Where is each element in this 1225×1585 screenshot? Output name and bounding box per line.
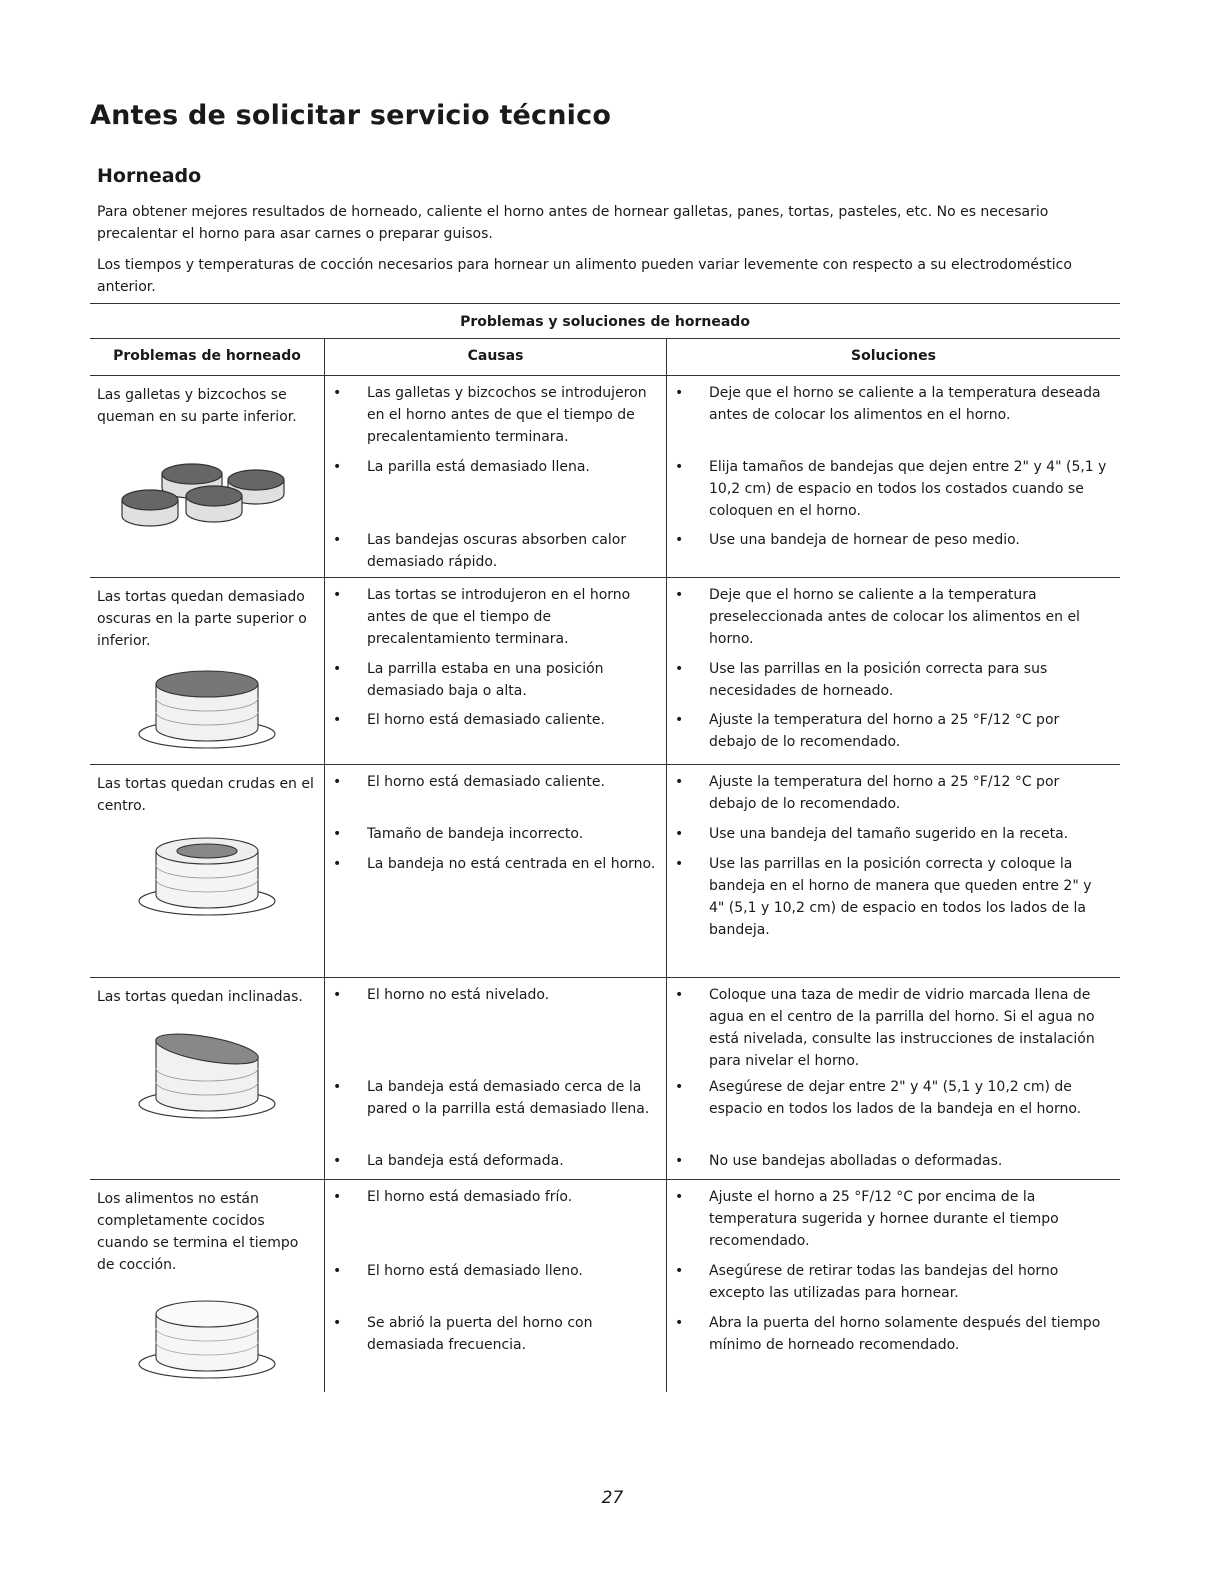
cause-item: • El horno no está nivelado. xyxy=(333,987,550,1003)
section-heading: Horneado xyxy=(97,165,202,187)
solution-item: • Ajuste el horno a 25 °F/12 °C por encima de la temperatura sugerida y hornee durante el tiempo recomendado. xyxy=(675,1189,1059,1249)
cause-item: • El horno está demasiado caliente. xyxy=(333,774,605,790)
cause-item: • El horno está demasiado caliente. xyxy=(333,712,605,728)
column-header-causes: Causas xyxy=(324,339,666,375)
table-row xyxy=(90,578,1120,765)
column-header-problems: Problemas de horneado xyxy=(113,348,301,364)
problem-cell xyxy=(90,1180,324,1392)
table-row xyxy=(90,376,1120,578)
raw-center-cake-illustration xyxy=(134,835,280,917)
problem-text: Las tortas quedan inclinadas. xyxy=(97,989,303,1005)
cause-item: • Se abrió la puerta del horno con demasiada frecuencia. xyxy=(333,1315,593,1353)
problem-text: Las tortas quedan demasiado oscuras en la parte superior o inferior. xyxy=(97,589,307,649)
cause-item: • La parilla está demasiado llena. xyxy=(333,459,590,475)
problem-text: Los alimentos no están completamente cocidos cuando se termina el tiempo de cocción. xyxy=(97,1191,299,1273)
solutions-cell xyxy=(666,765,1120,977)
cause-item: • Las tortas se introdujeron en el horno antes de que el tiempo de precalentamiento terminara. xyxy=(333,587,631,647)
causes-cell xyxy=(324,978,666,1179)
causes-cell xyxy=(324,765,666,977)
solution-item: • Coloque una taza de medir de vidrio marcada llena de agua en el centro de la parrilla del horno. Si el agua no está nivelada, consulte las instrucciones de instalación para nivelar el horno. xyxy=(675,987,1095,1069)
problem-text: Las galletas y bizcochos se queman en su parte inferior. xyxy=(97,387,297,425)
cause-item: • El horno está demasiado lleno. xyxy=(333,1263,583,1279)
causes-cell xyxy=(324,1180,666,1392)
table-row xyxy=(90,765,1120,978)
table-row xyxy=(90,978,1120,1180)
burnt-cookies-illustration xyxy=(116,448,288,540)
solution-item: • No use bandejas abolladas o deformadas. xyxy=(675,1153,1003,1169)
solution-item: • Use una bandeja de hornear de peso medio. xyxy=(675,532,1020,548)
page-title: Antes de solicitar servicio técnico xyxy=(90,100,612,131)
cause-item: • La bandeja no está centrada en el horno. xyxy=(333,856,656,872)
problem-cell xyxy=(90,765,324,977)
solution-item: • Use una bandeja del tamaño sugerido en la receta. xyxy=(675,826,1069,842)
cause-item: • La bandeja está deformada. xyxy=(333,1153,564,1169)
cause-item: • Las bandejas oscuras absorben calor demasiado rápido. xyxy=(333,532,627,570)
cause-item: • El horno está demasiado frío. xyxy=(333,1189,573,1205)
solutions-cell xyxy=(666,1180,1120,1392)
intro-paragraph: Para obtener mejores resultados de horneado, caliente el horno antes de hornear galletas, panes, tortas, pasteles, etc. No es necesario precalentar el horno para asar carnes o preparar guisos. xyxy=(97,204,1049,242)
solution-item: • Ajuste la temperatura del horno a 25 °F/12 °C por debajo de lo recomendado. xyxy=(675,774,1060,812)
solution-item: • Asegúrese de retirar todas las bandejas del horno excepto las utilizadas para hornear. xyxy=(675,1263,1059,1301)
solution-item: • Deje que el horno se caliente a la temperatura preseleccionada antes de colocar los alimentos en el horno. xyxy=(675,587,1080,647)
cause-item: • Las galletas y bizcochos se introdujeron en el horno antes de que el tiempo de precalentamiento terminara. xyxy=(333,385,647,445)
solutions-cell xyxy=(666,978,1120,1179)
dark-cake-illustration xyxy=(134,668,280,750)
solution-item: • Asegúrese de dejar entre 2" y 4" (5,1 y 10,2 cm) de espacio en todos los lados de la bandeja en el horno. xyxy=(675,1079,1082,1117)
problem-cell xyxy=(90,978,324,1179)
intro-paragraph: Los tiempos y temperaturas de cocción necesarios para hornear un alimento pueden variar levemente con respecto a su electrodoméstico anterior. xyxy=(97,257,1072,295)
solution-item: • Abra la puerta del horno solamente después del tiempo mínimo de horneado recomendado. xyxy=(675,1315,1101,1353)
solutions-cell xyxy=(666,578,1120,764)
solution-item: • Ajuste la temperatura del horno a 25 °F/12 °C por debajo de lo recomendado. xyxy=(675,712,1060,750)
causes-cell xyxy=(324,376,666,577)
problem-text: Las tortas quedan crudas en el centro. xyxy=(97,776,314,814)
cause-item: • La bandeja está demasiado cerca de la pared o la parrilla está demasiado llena. xyxy=(333,1079,650,1117)
table-caption: Problemas y soluciones de horneado xyxy=(90,304,1120,339)
causes-cell xyxy=(324,578,666,764)
table-header-row xyxy=(90,339,1120,376)
solution-item: • Use las parrillas en la posición correcta y coloque la bandeja en el horno de manera que queden entre 2" y 4" (5,1 y 10,2 cm) de espacio en todos los lados de la bandeja. xyxy=(675,856,1092,938)
cause-item: • Tamaño de bandeja incorrecto. xyxy=(333,826,584,842)
baking-problems-table xyxy=(90,303,1120,1392)
problem-cell xyxy=(90,376,324,577)
solutions-cell xyxy=(666,376,1120,577)
undercooked-cake-illustration xyxy=(134,1298,280,1380)
table-row xyxy=(90,1180,1120,1392)
solution-item: • Deje que el horno se caliente a la temperatura deseada antes de colocar los alimentos en el horno. xyxy=(675,385,1101,423)
solution-item: • Elija tamaños de bandejas que dejen entre 2" y 4" (5,1 y 10,2 cm) de espacio en todos los costados cuando se coloquen en el horno. xyxy=(675,459,1107,519)
tilted-cake-illustration xyxy=(134,1028,280,1120)
problem-cell xyxy=(90,578,324,764)
cause-item: • La parrilla estaba en una posición demasiado baja o alta. xyxy=(333,661,604,699)
page-number: 27 xyxy=(601,1488,624,1508)
column-header-solutions: Soluciones xyxy=(666,339,1120,375)
solution-item: • Use las parrillas en la posición correcta para sus necesidades de horneado. xyxy=(675,661,1048,699)
